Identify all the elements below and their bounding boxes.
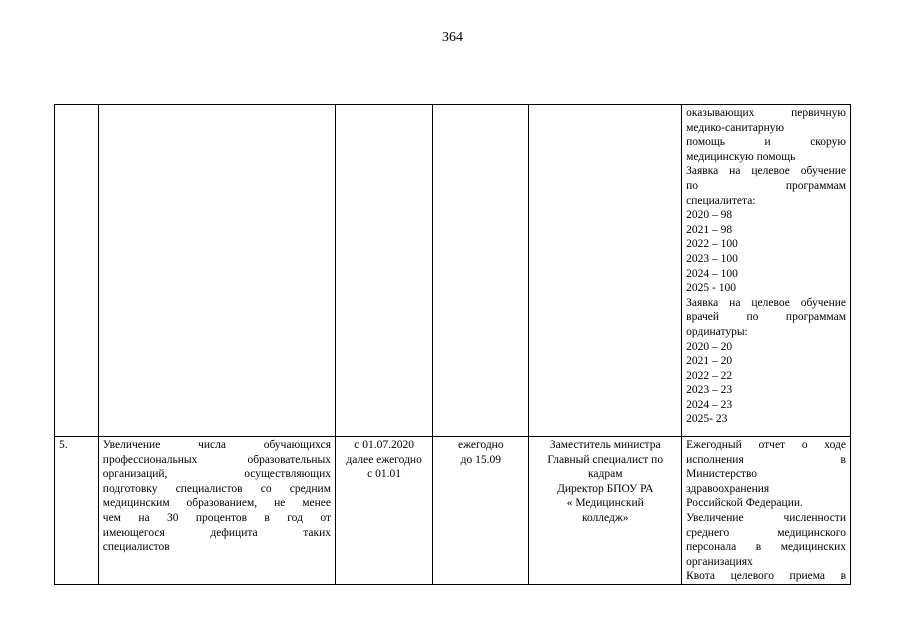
cell-line: с 01.07.2020	[354, 439, 414, 451]
cell-line: по программам	[686, 179, 846, 192]
cell-line: « Медицинский	[566, 497, 644, 510]
cell-line: Ежегодный отчет о ходе	[686, 439, 846, 451]
cell-line: среднего медицинского	[686, 526, 846, 539]
cell-line: колледж»	[581, 511, 629, 524]
row-number: 5.	[55, 437, 99, 585]
cell-period	[335, 437, 432, 585]
cell-line: ординатуры:	[686, 325, 748, 338]
cell-result-continued	[682, 105, 851, 437]
cell-line: подготовку специалистов со средним	[102, 482, 331, 495]
cell-line: организаций, осуществляющих	[102, 468, 331, 481]
cell-line: Заявка на целевое обучение	[686, 296, 846, 309]
cell-line: специалистов	[102, 541, 170, 554]
cell-line: ежегодно	[457, 439, 504, 451]
cell-line: персонала в медицинских	[686, 541, 846, 554]
cell-line: исполнения в	[686, 453, 846, 466]
cell-period-empty	[335, 105, 432, 437]
cell-measure-empty	[98, 105, 335, 437]
cell-line: Главный специалист по	[547, 453, 664, 466]
cell-line: кадрам	[588, 468, 623, 481]
cell-line: 2020 – 20	[686, 340, 733, 353]
cell-line: 2024 – 100	[686, 267, 738, 280]
cell-deadline-empty	[433, 105, 529, 437]
cell-responsible	[529, 437, 682, 585]
page-number: 364	[442, 30, 463, 45]
cell-number-empty	[55, 105, 99, 437]
cell-line: Директор БПОУ РА	[557, 482, 654, 495]
cell-line: Заместитель министра	[549, 439, 661, 451]
cell-line: Российской Федерации.	[686, 497, 803, 510]
cell-line: 2023 – 23	[686, 384, 733, 397]
measures-table	[54, 104, 851, 585]
cell-line: до 15.09	[460, 453, 501, 466]
cell-line: 2021 – 98	[686, 223, 733, 236]
cell-line: 2024 – 23	[686, 398, 733, 411]
cell-line: 2023 – 100	[686, 252, 738, 265]
cell-line: медико-санитарную	[686, 121, 785, 134]
cell-line: медицинскую помощь	[686, 150, 796, 163]
cell-responsible-empty	[529, 105, 682, 437]
cell-line: 2025- 23	[686, 413, 728, 426]
cell-line: Министерство	[686, 468, 758, 481]
cell-line: Заявка на целевое обучение	[686, 165, 846, 178]
cell-result	[682, 437, 851, 585]
cell-line: профессиональных образовательных	[102, 453, 331, 466]
cell-line: далее ежегодно	[346, 453, 422, 466]
cell-line: Квота целевого приема в	[686, 570, 846, 583]
cell-line: специалитета:	[686, 194, 756, 207]
cell-line: 2022 – 22	[686, 369, 733, 382]
cell-line: помощь и скорую	[686, 136, 846, 149]
cell-measure	[98, 437, 335, 585]
cell-line: организациях	[686, 555, 753, 568]
cell-line: с 01.01	[367, 468, 402, 481]
cell-line: медицинским образованием, не менее	[102, 497, 331, 510]
cell-line: 2025 - 100	[686, 282, 736, 295]
cell-line: оказывающих первичную	[686, 107, 846, 119]
cell-line: врачей по программам	[686, 311, 846, 324]
cell-line: имеющегося дефицита таких	[102, 526, 331, 539]
cell-line: чем на 30 процентов в год от	[102, 511, 331, 524]
cell-line: 2022 – 100	[686, 238, 738, 251]
cell-line: 2021 – 20	[686, 355, 733, 368]
cell-line: Увеличение численности	[686, 511, 846, 524]
cell-line: Увеличение числа обучающихся	[102, 439, 331, 451]
cell-deadline	[433, 437, 529, 585]
cell-line: 2020 – 98	[686, 209, 733, 222]
table-row-continued	[55, 105, 851, 437]
table-row-5	[55, 437, 851, 585]
cell-line: здравоохранения	[686, 482, 770, 495]
